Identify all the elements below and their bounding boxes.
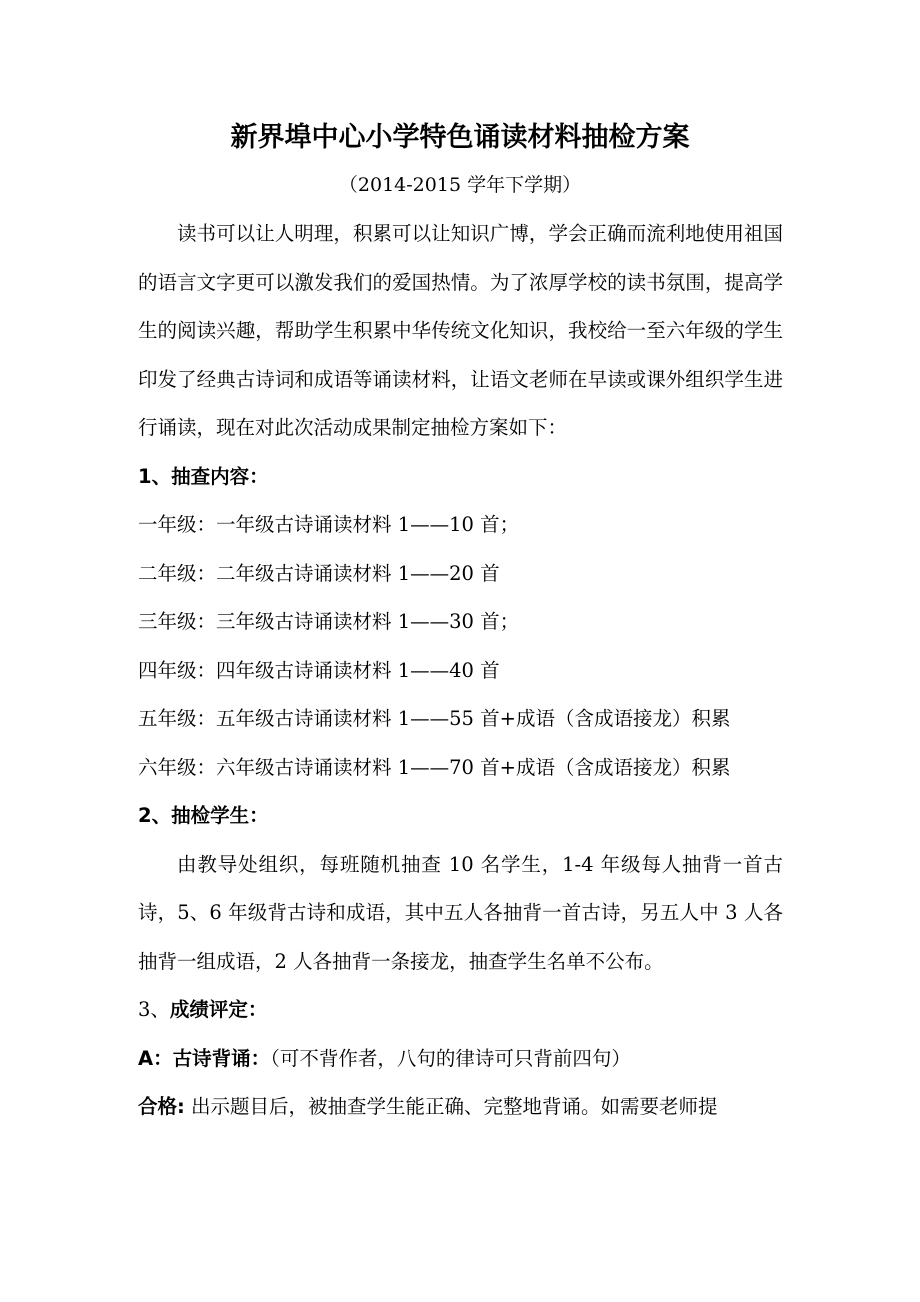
intro-paragraph: 读书可以让人明理，积累可以让知识广博，学会正确而流利地使用祖国的语言文字更可以激发我们的爱国热情。为了浓厚学校的读书氛围，提高学生的阅读兴趣，帮助学生积累中华传统文化知识，我校给一至六年级的学生印发了经典古诗词和成语等诵读材料，让语文老师在早读或课外组织学生进行诵读，现在对此次活动成果制定抽检方案如下： — [138, 222, 783, 439]
section2-heading: 2、抽检学生： — [138, 804, 269, 827]
section1-heading: 1、抽查内容： — [138, 464, 269, 488]
document-subtitle: （2014-2015 学年下学期） — [338, 174, 582, 196]
grade-item-4: 四年级：四年级古诗诵读材料 1——40 首 — [138, 658, 500, 682]
section3-heading — [138, 986, 783, 1035]
subsection-a-note: （可不背作者，八句的律诗可只背前四句） — [270, 1046, 631, 1070]
document-title: 新界埠中心小学特色诵读材料抽检方案 — [230, 122, 690, 153]
grade-item-5: 五年级：五年级古诗诵读材料 1——55 首+成语（含成语接龙）积累 — [138, 707, 731, 730]
pass-criteria-label: 合格: — [138, 1095, 185, 1118]
subsection-a-label: A：古诗背诵： — [138, 1046, 271, 1070]
grade-item-3: 三年级：三年级古诗诵读材料 1——30 首； — [138, 610, 520, 633]
grade-item-2: 二年级：二年级古诗诵读材料 1——20 首 — [138, 561, 500, 585]
subsection-a — [138, 1035, 783, 1084]
section3-heading-text: 成绩评定： — [169, 998, 268, 1021]
section2-paragraph: 由教导处组织，每班随机抽查 10 名学生，1-4 年级每人抽背一首古诗，5、6 年级背古诗和成语，其中五人各抽背一首古诗，另五人中 3 人各抽背一组成语，2 人各抽背一条接龙，抽查学生名单不公布。 — [138, 852, 783, 973]
grade-item-6: 六年级：六年级古诗诵读材料 1——70 首+成语（含成语接龙）积累 — [138, 755, 731, 779]
section3-heading-number: 3、 — [138, 998, 170, 1021]
grade-item-1: 一年级：一年级古诗诵读材料 1——10 首； — [138, 513, 520, 536]
pass-criteria — [138, 1083, 783, 1132]
document-body — [138, 210, 783, 1132]
pass-criteria-text: 出示题目后，被抽查学生能正确、完整地背诵。如需要老师提 — [184, 1095, 718, 1118]
